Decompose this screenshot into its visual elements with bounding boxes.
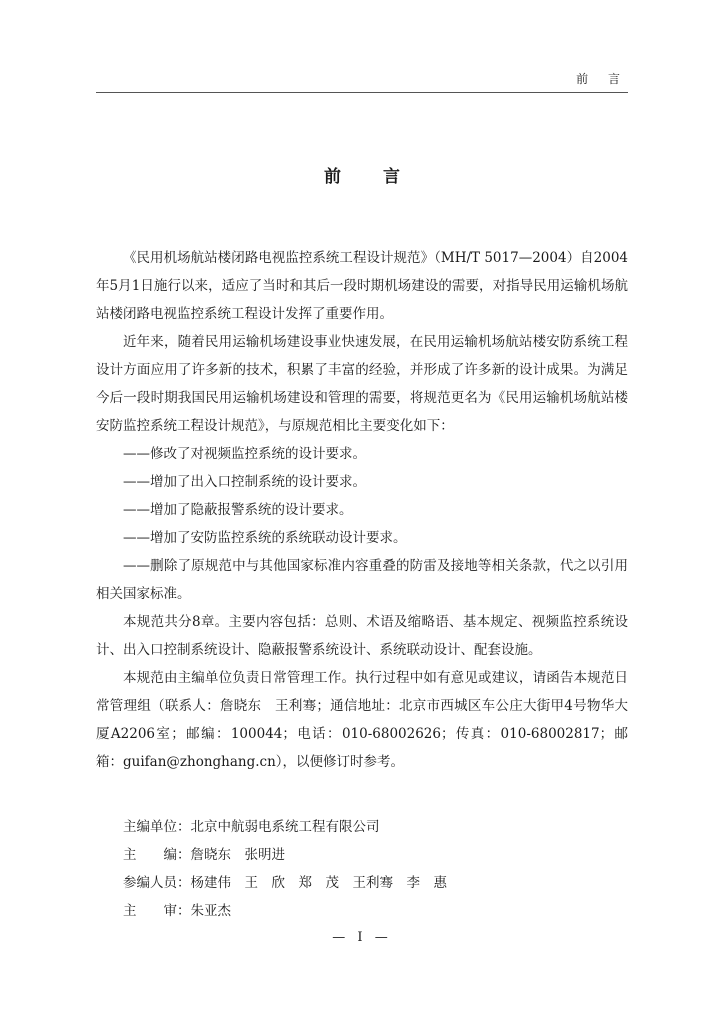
- paragraph-contents: 本规范共分8章。主要内容包括：总则、术语及缩略语、基本规定、视频监控系统设计、出入口控制系统设计、隐蔽报警系统设计、系统联动设计、配套设施。: [96, 614, 628, 658]
- preface-body: [96, 244, 628, 776]
- page-number: — I —: [332, 930, 392, 945]
- running-header: [96, 70, 628, 93]
- chief-editor: 主 编：詹晓东 张明进: [123, 847, 285, 863]
- chief-unit: 主编单位：北京中航弱电系统工程有限公司: [123, 819, 380, 835]
- paragraph-contact: 本规范由主编单位负责日常管理工作。执行过程中如有意见或建议，请函告本规范日常管理组（联系人：詹晓东 王利骞；通信地址：北京市西城区车公庄大街甲4号物华大厦A2206室；邮编：100044；电话：010-68002626；传真：010-68002817；邮箱：guifan@zhonghang.cn），以便修订时参考。: [96, 670, 628, 770]
- change-item: ——增加了出入口控制系统的设计要求。: [123, 474, 366, 490]
- editors-block: [123, 813, 447, 925]
- page-title: 前 言: [324, 167, 418, 187]
- reviewer: 主 审：朱亚杰: [123, 903, 231, 919]
- change-item: ——增加了隐蔽报警系统的设计要求。: [123, 502, 353, 518]
- participants: 参编人员：杨建伟 王 欣 郑 茂 王利骞 李 惠: [123, 875, 447, 891]
- paragraph-changes-intro: 近年来，随着民用运输机场建设事业快速发展，在民用运输机场航站楼安防系统工程设计方面应用了许多新的技术，积累了丰富的经验，并形成了许多新的设计成果。为满足今后一段时期我国民用运输机场建设和管理的需要，将规范更名为《民用运输机场航站楼安防监控系统工程设计规范》，与原规范相比主要变化如下：: [96, 334, 628, 434]
- paragraph-history: 《民用机场航站楼闭路电视监控系统工程设计规范》（MH/T 5017—2004）自2004年5月1日施行以来，适应了当时和其后一段时期机场建设的需要，对指导民用运输机场航站楼闭路电视监控系统工程设计发挥了重要作用。: [96, 250, 628, 322]
- change-item: ——删除了原规范中与其他国家标准内容重叠的防雷及接地等相关条款，代之以引用相关国家标准。: [96, 558, 628, 602]
- change-item: ——修改了对视频监控系统的设计要求。: [123, 446, 366, 462]
- change-item: ——增加了安防监控系统的系统联动设计要求。: [123, 530, 407, 546]
- running-header-title: 前 言: [576, 72, 628, 86]
